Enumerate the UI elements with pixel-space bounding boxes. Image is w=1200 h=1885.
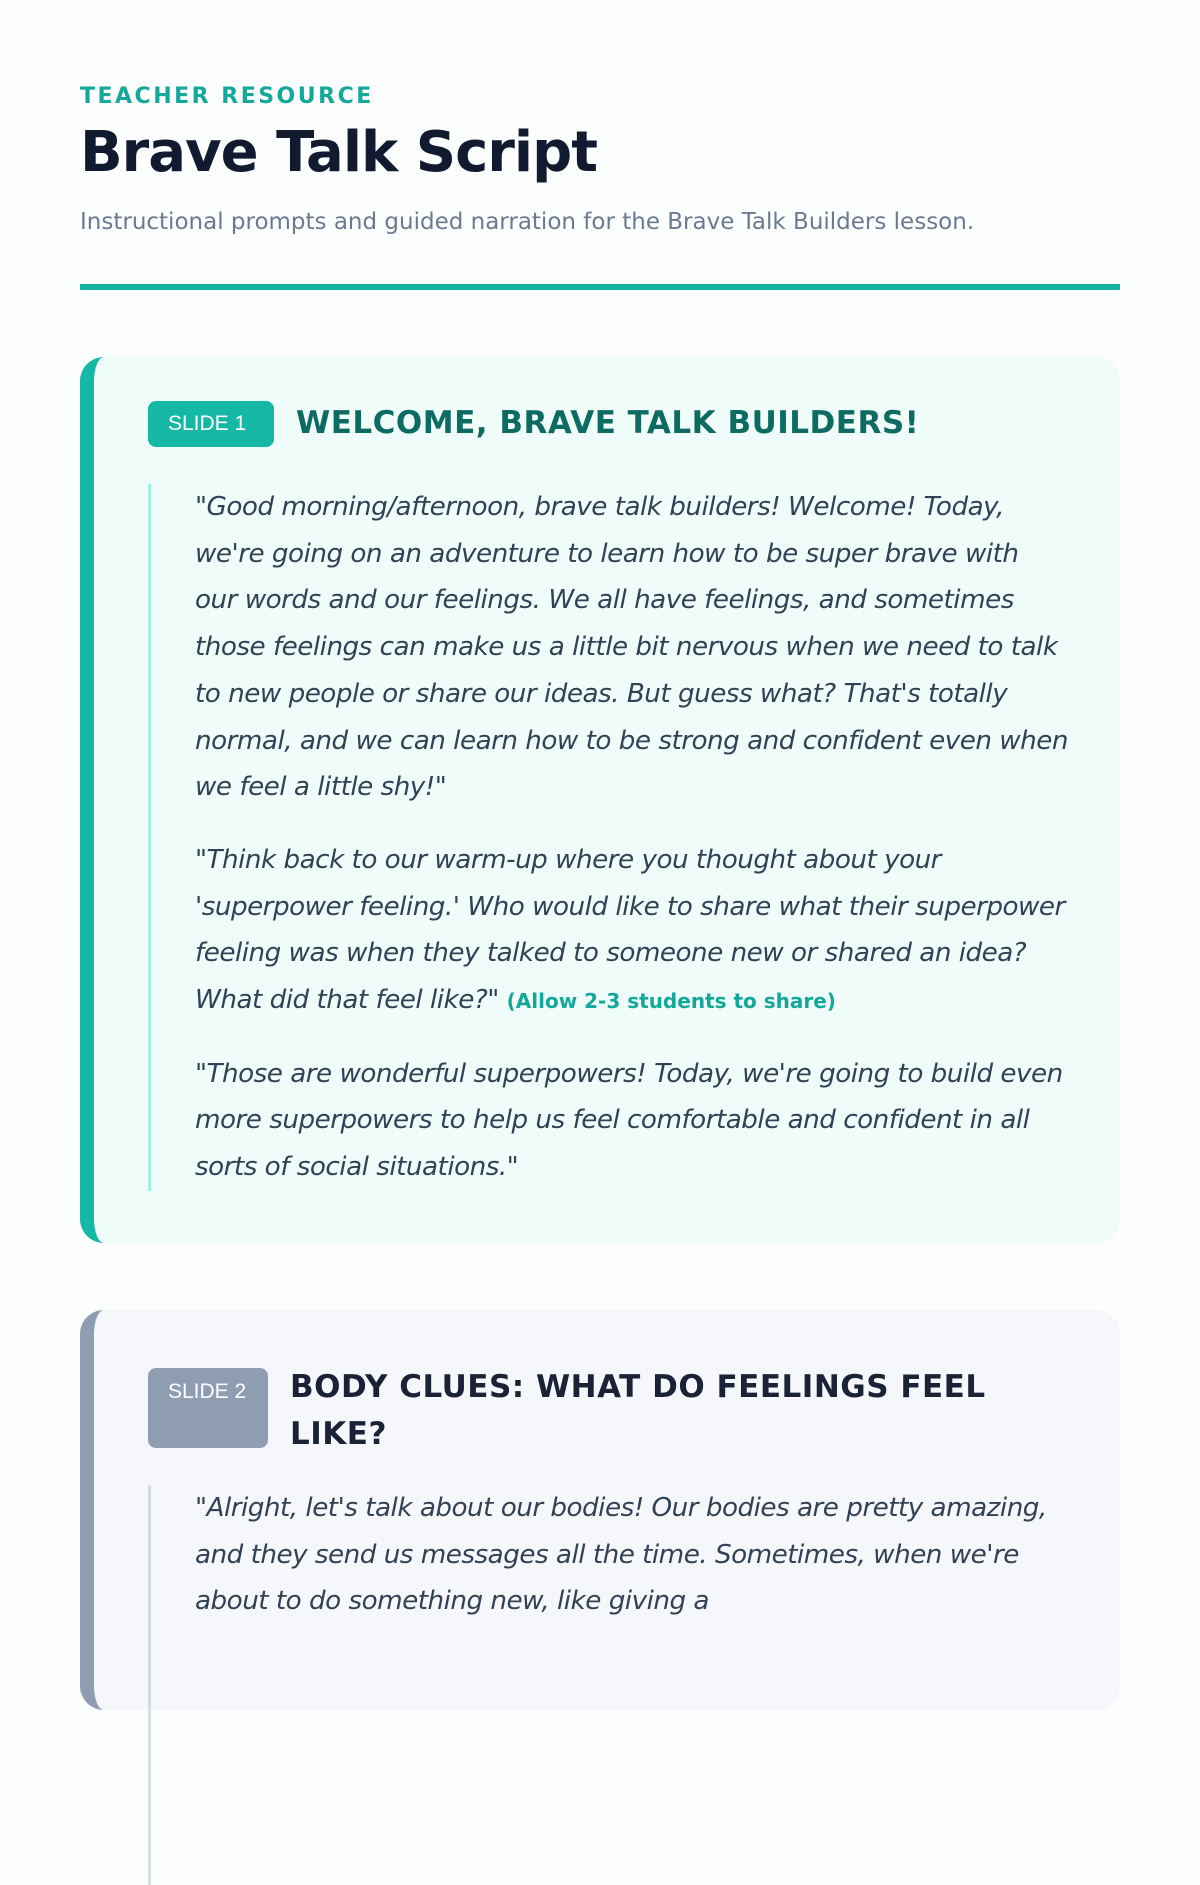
eyebrow-label: TEACHER RESOURCE: [80, 84, 374, 109]
slide-title: BODY CLUES: WHAT DO FEELINGS FEEL LIKE?: [290, 1369, 986, 1452]
slide-badge: SLIDE 1: [148, 401, 274, 447]
slide-header: [148, 401, 919, 447]
script-quote: [148, 484, 1068, 1191]
slide-card-1: [80, 357, 1120, 1243]
script-quote: [148, 1485, 1068, 1885]
slide-header: [148, 1368, 1030, 1458]
header-divider: [80, 284, 1120, 290]
script-paragraph: [195, 837, 1068, 1025]
slide-badge: SLIDE 2: [148, 1368, 268, 1448]
teacher-note: (Allow 2-3 students to share): [506, 989, 836, 1014]
page-subtitle: Instructional prompts and guided narration for the Brave Talk Builders lesson.: [80, 209, 975, 235]
script-paragraph-text: "Think back to our warm-up where you thought about your 'superpower feeling.' Who would like to share what their superpower feeling was when they talked to someone new or shared an idea? What did that feel like?": [195, 844, 1065, 1016]
script-paragraph: "Alright, let's talk about our bodies! Our bodies are pretty amazing, and they send us messages all the time. Sometimes, when we're about to do something new, like giving a: [195, 1493, 1047, 1617]
script-paragraph: "Those are wonderful superpowers! Today, we're going to build even more superpowers to help us feel comfortable and confident in all sorts of social situations.": [195, 1058, 1063, 1183]
slide-card-2: [80, 1310, 1120, 1710]
script-paragraph: "Good morning/afternoon, brave talk builders! Welcome! Today, we're going on an adventure to learn how to be super brave with our words and our feelings. We all have feelings, and sometimes those feelings can make us a little bit nervous when we need to talk to new people or share our ideas. But guess what? That's totally normal, and we can learn how to be strong and confident even when we feel a little shy!": [195, 492, 1068, 803]
slide-title: WELCOME, BRAVE TALK BUILDERS!: [296, 405, 920, 441]
page-title: Brave Talk Script: [80, 120, 597, 185]
